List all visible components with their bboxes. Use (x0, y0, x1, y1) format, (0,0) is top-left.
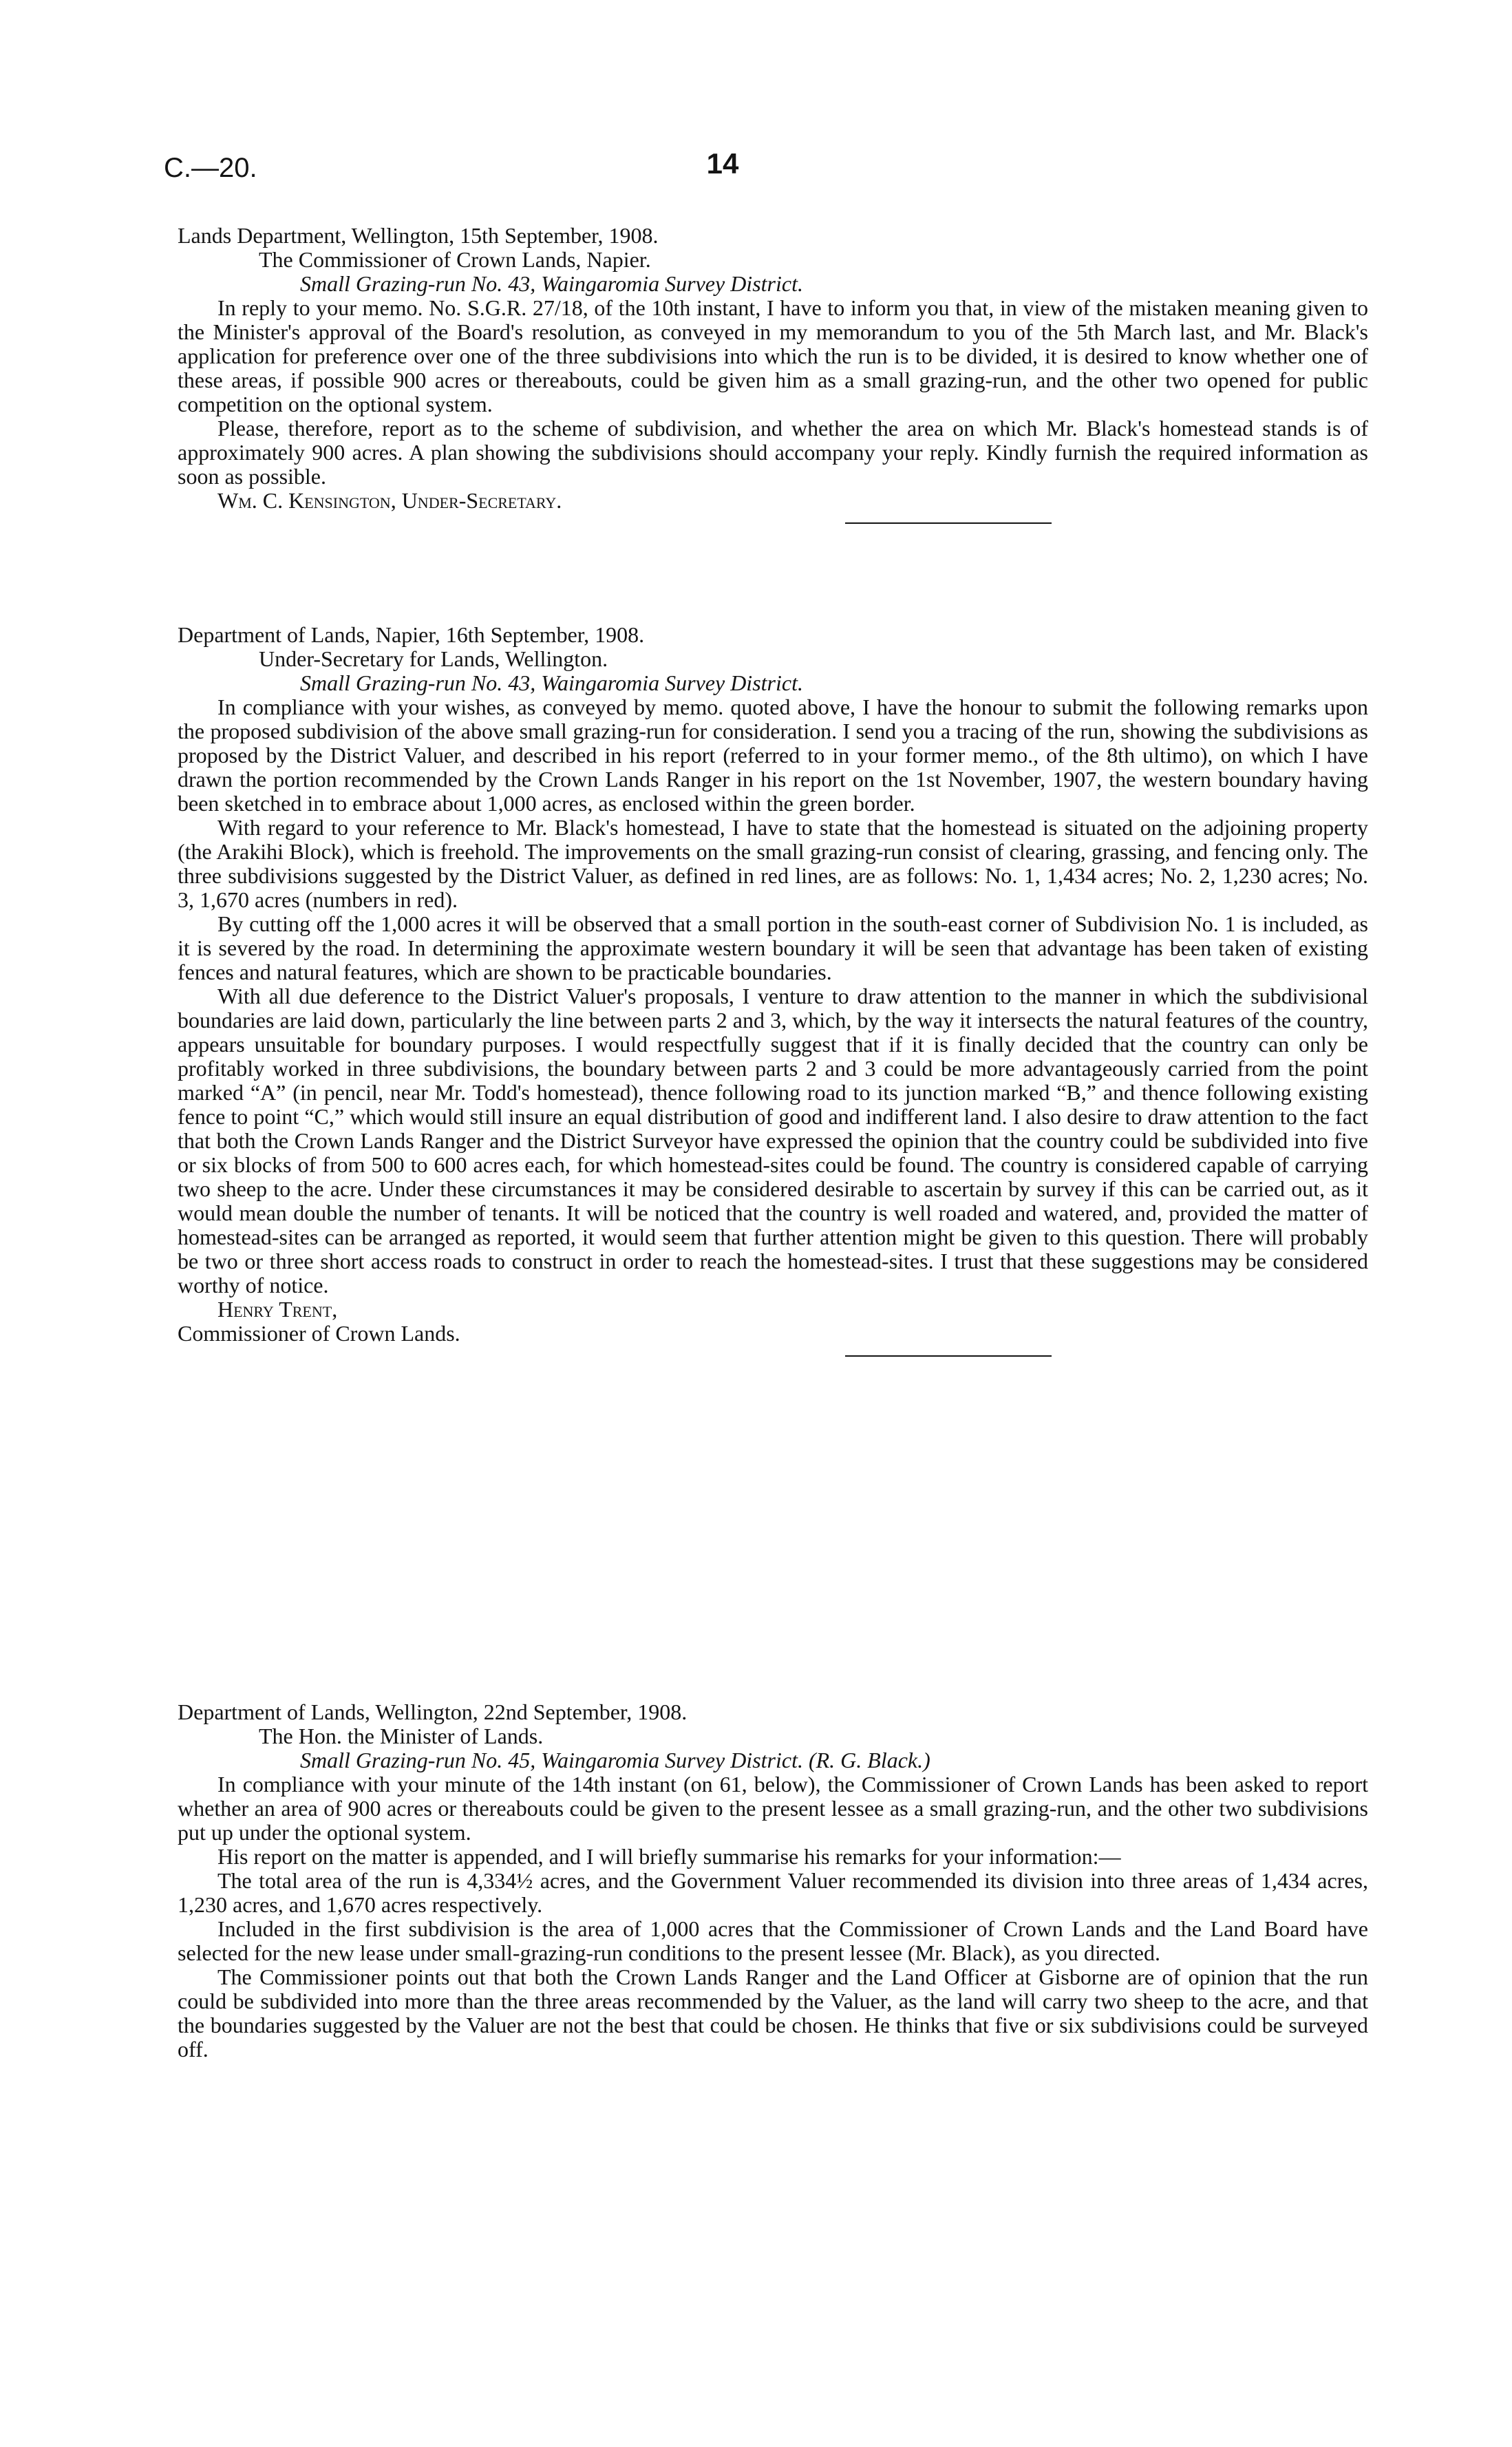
memo-2-paragraph: In compliance with your wishes, as conveyed by memo. quoted above, I have the honour to submit the following remarks upon the proposed subdivision of the above small grazing-run for consideration. I send you a tracing of the run, showing the subdivisions as proposed by the District Valuer, and described in his report (referred to in your former memo., of the 8th ultimo), on which I have drawn the portion recommended by the Crown Lands Ranger in his report on the 1st November, 1907, the western boundary having been sketched in to embrace about 1,000 acres, as enclosed within the green border. (178, 695, 1368, 816)
memo-1-paragraph: Please, therefore, report as to the scheme of subdivision, and whether the area on which Mr. Black's homestead stands is of approximately 900 acres. A plan showing the subdivisions should accompany your reply. Kindly furnish the required information as soon as possible. (178, 416, 1368, 489)
memo-3-dateline: Department of Lands, Wellington, 22nd September, 1908. (178, 1699, 688, 1724)
memo-2-signature-name: Henry Trent, (217, 1297, 338, 1322)
memo-2-dateline: Department of Lands, Napier, 16th September, 1908. (178, 622, 645, 647)
memo-2-subject: Small Grazing-run No. 43, Waingaromia Survey District. (300, 670, 803, 695)
memo-1-paragraph: In reply to your memo. No. S.G.R. 27/18, of the 10th instant, I have to inform you that, in view of the mistaken meaning given to the Minister's approval of the Board's resolution, as conveyed in my memorandum to you of the 5th March last, and Mr. Black's application for preference over one of the three subdivisions into which the run is to be divided, it is desired to know whether one of these areas, if possible 900 acres or thereabouts, could be given him as a small grazing-run, and the other two opened for public competition on the optional system. (178, 295, 1368, 416)
page-number: 14 (706, 147, 739, 180)
memo-2-paragraph: By cutting off the 1,000 acres it will be observed that a small portion in the south-east corner of Subdivision No. 1 is included, as it is severed by the road. In determining the approximate western boundary it will be seen that advantage has been taken of existing fences and natural features, which are shown to be practicable boundaries. (178, 911, 1368, 984)
memo-3-paragraph: The Commissioner points out that both the Crown Lands Ranger and the Land Officer at Gisborne are of opinion that the run could be subdivided into more than the three areas recommended by the Valuer, as the land will carry two sheep to the acre, and that the boundaries suggested by the Valuer are not the best that could be chosen. He thinks that five or six subdivisions could be surveyed off. (178, 1964, 1368, 2062)
memo-3-paragraph: His report on the matter is appended, and I will briefly summarise his remarks for your information:— (217, 1844, 1121, 1869)
memo-3-paragraph: The total area of the run is 4,334½ acres, and the Government Valuer recommended its division into three areas of 1,434 acres, 1,230 acres, and 1,670 acres respectively. (178, 1868, 1368, 1917)
memo-3-addressee: The Hon. the Minister of Lands. (259, 1724, 544, 1748)
memo-2-signature-title: Commissioner of Crown Lands. (178, 1321, 460, 1346)
memo-1-addressee: The Commissioner of Crown Lands, Napier. (259, 247, 651, 272)
memo-2-paragraph: With all due deference to the District Valuer's proposals, I venture to draw attention to the manner in which the subdivisional boundaries are laid down, particularly the line between parts 2 and 3, which, by the way it intersects the natural features of the country, appears unsuitable for boundary purposes. I would respectfully suggest that if it is finally decided that the country can only be profitably worked in three subdivisions, the boundary between parts 2 and 3 could be more advantageously carried from the point marked “A” (in pencil, near Mr. Todd's homestead), thence following road to its junction marked “B,” and thence following existing fence to point “C,” which would still insure an equal distribution of good and indifferent land. I also desire to draw attention to the fact that both the Crown Lands Ranger and the District Surveyor have expressed the opinion that the country could be subdivided into five or six blocks of from 500 to 600 acres each, for which homestead-sites could be found. The country is considered capable of carrying two sheep to the acre. Under these circumstances it may be considered desirable to ascertain by survey if this can be carried out, as it would mean double the number of tenants. It will be noticed that the country is well roaded and watered, and, provided the matter of homestead-sites can be arranged as reported, it would seem that further attention might be given to this question. There will probably be two or three short access roads to construct in order to reach the homestead-sites. I trust that these suggestions may be considered worthy of notice. (178, 984, 1368, 1297)
memo-3-subject: Small Grazing-run No. 45, Waingaromia Survey District. (R. G. Black.) (300, 1748, 930, 1772)
memo-1-signature: Wm. C. Kensington, Under-Secretary. (217, 488, 562, 513)
memo-3-paragraph: In compliance with your minute of the 14th instant (on 61, below), the Commissioner of Crown Lands has been asked to report whether an area of 900 acres or thereabouts could be given to the present lessee as a small grazing-run, and the other two subdivisions put up under the optional system. (178, 1772, 1368, 1845)
series-reference: C.—20. (164, 153, 257, 183)
memo-1-subject: Small Grazing-run No. 43, Waingaromia Survey District. (300, 271, 803, 296)
memo-1 (178, 224, 1368, 524)
memo-2-paragraph: With regard to your reference to Mr. Black's homestead, I have to state that the homestead is situated on the adjoining property (the Arakihi Block), which is freehold. The improvements on the small grazing-run consist of clearing, grassing, and fencing only. The three subdivisions suggested by the District Valuer, as defined in red lines, are as follows: No. 1, 1,434 acres; No. 2, 1,230 acres; No. 3, 1,670 acres (numbers in red). (178, 815, 1368, 912)
memo-3 (178, 1700, 1368, 2062)
memo-1-dateline: Lands Department, Wellington, 15th September, 1908. (178, 223, 659, 248)
section-divider (845, 1355, 1052, 1357)
section-divider (845, 522, 1052, 524)
running-head (0, 147, 1512, 194)
memo-3-paragraph: Included in the first subdivision is the area of 1,000 acres that the Commissioner of Crown Lands and the Land Board have selected for the new lease under small-grazing-run conditions to the present lessee (Mr. Black), as you directed. (178, 1916, 1368, 1965)
memo-2-addressee: Under-Secretary for Lands, Wellington. (259, 646, 608, 671)
memo-2 (178, 623, 1368, 1357)
